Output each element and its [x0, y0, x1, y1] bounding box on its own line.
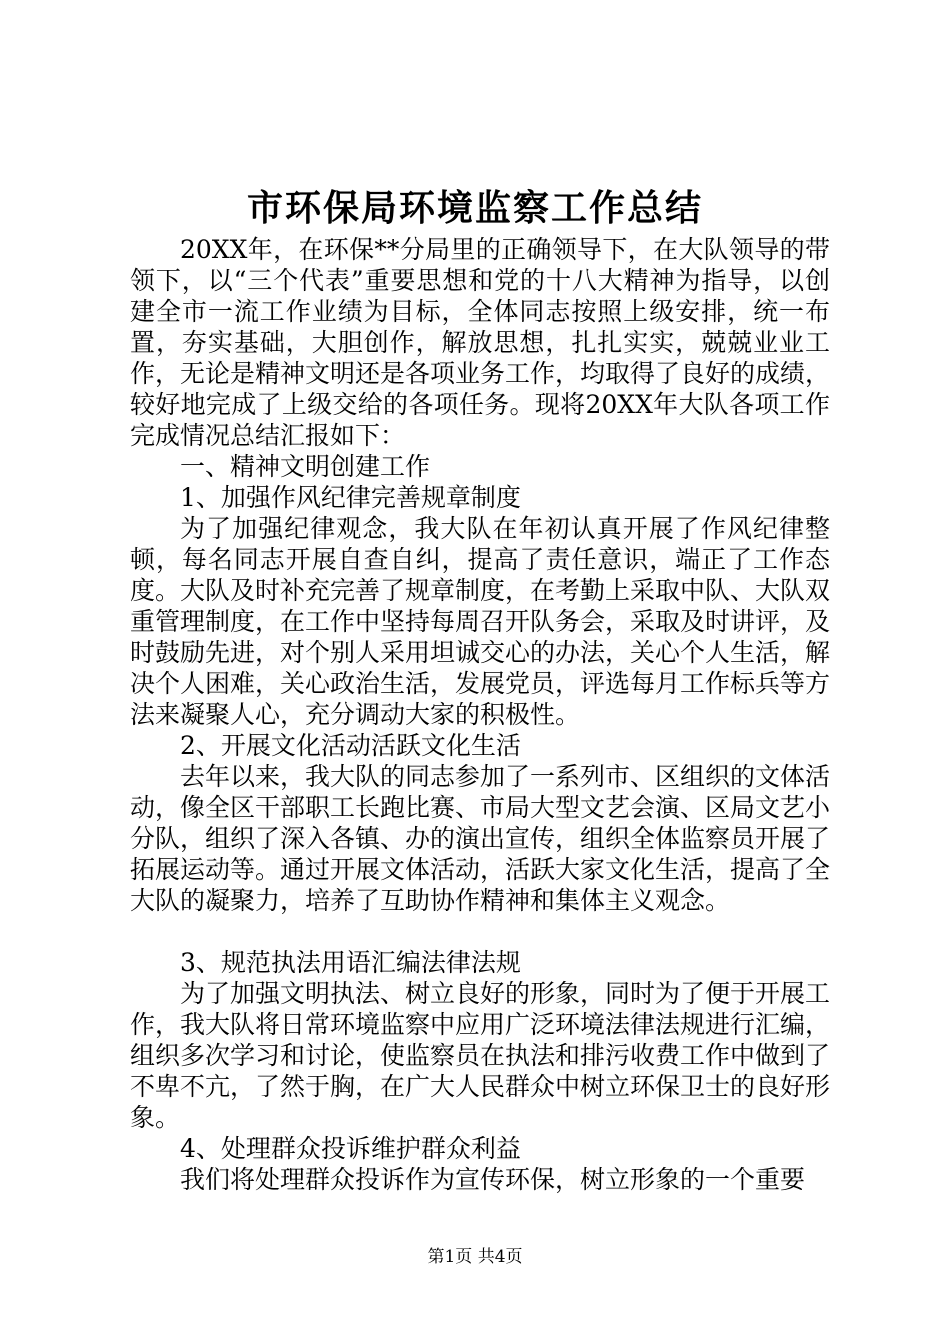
section-heading-1: 一、精神文明创建工作: [180, 452, 431, 481]
subsection-paragraph-3: 为了加强文明执法、树立良好的形象，同时为了便于开展工作，我大队将日常环境监察中应用广泛环境法律法规进行汇编，组织多次学习和讨论，使监察员在执法和排污收费工作中做到了不卑不亢，了然于胸，在广大人民群众中树立环保卫士的良好形象。: [130, 979, 831, 1132]
subsection-paragraph-2: 去年以来，我大队的同志参加了一系列市、区组织的文体活动，像全区干部职工长跑比赛、市局大型文艺会演、区局文艺小分队，组织了深入各镇、办的演出宣传，组织全体监察员开展了拓展运动等。通过开展文体活动，活跃大家文化生活，提高了全大队的凝聚力，培养了互助协作精神和集体主义观念。: [130, 762, 831, 915]
paragraph-gap: [130, 916, 830, 947]
subsection-heading-4: 4、处理群众投诉维护群众利益: [180, 1134, 521, 1163]
document-title: 市环保局环境监察工作总结: [246, 187, 703, 229]
intro-paragraph: 20XX年，在环保**分局里的正确领导下，在大队领导的带领下，以“三个代表”重要思想和党的十八大精神为指导，以创建全市一流工作业绩为目标，全体同志按照上级安排，统一布置，夯实基础，大胆创作，解放思想，扎扎实实，兢兢业业工作，无论是精神文明还是各项业务工作，均取得了良好的成绩，较好地完成了上级交给的各项任务。现将20XX年大队各项工作完成情况总结汇报如下：: [130, 235, 831, 450]
subsection-heading-1: 1、加强作风纪律完善规章制度: [180, 483, 521, 512]
subsection-paragraph-4: 我们将处理群众投诉作为宣传环保，树立形象的一个重要: [180, 1165, 806, 1194]
subsection-paragraph-1: 为了加强纪律观念，我大队在年初认真开展了作风纪律整顿，每名同志开展自查自纠，提高了责任意识，端正了工作态度。大队及时补充完善了规章制度，在考勤上采取中队、大队双重管理制度，在工作中坚持每周召开队务会，采取及时讲评，及时鼓励先进，对个别人采用坦诚交心的办法，关心个人生活，解决个人困难，关心政治生活，发展党员，评选每月工作标兵等方法来凝聚人心，充分调动大家的积极性。: [130, 514, 831, 729]
document-body: [130, 234, 830, 1195]
subsection-heading-3: 3、规范执法用语汇编法律法规: [180, 948, 521, 977]
page-footer: 第1页 共4页: [427, 1247, 523, 1267]
subsection-heading-2: 2、开展文化活动活跃文化生活: [180, 731, 521, 760]
